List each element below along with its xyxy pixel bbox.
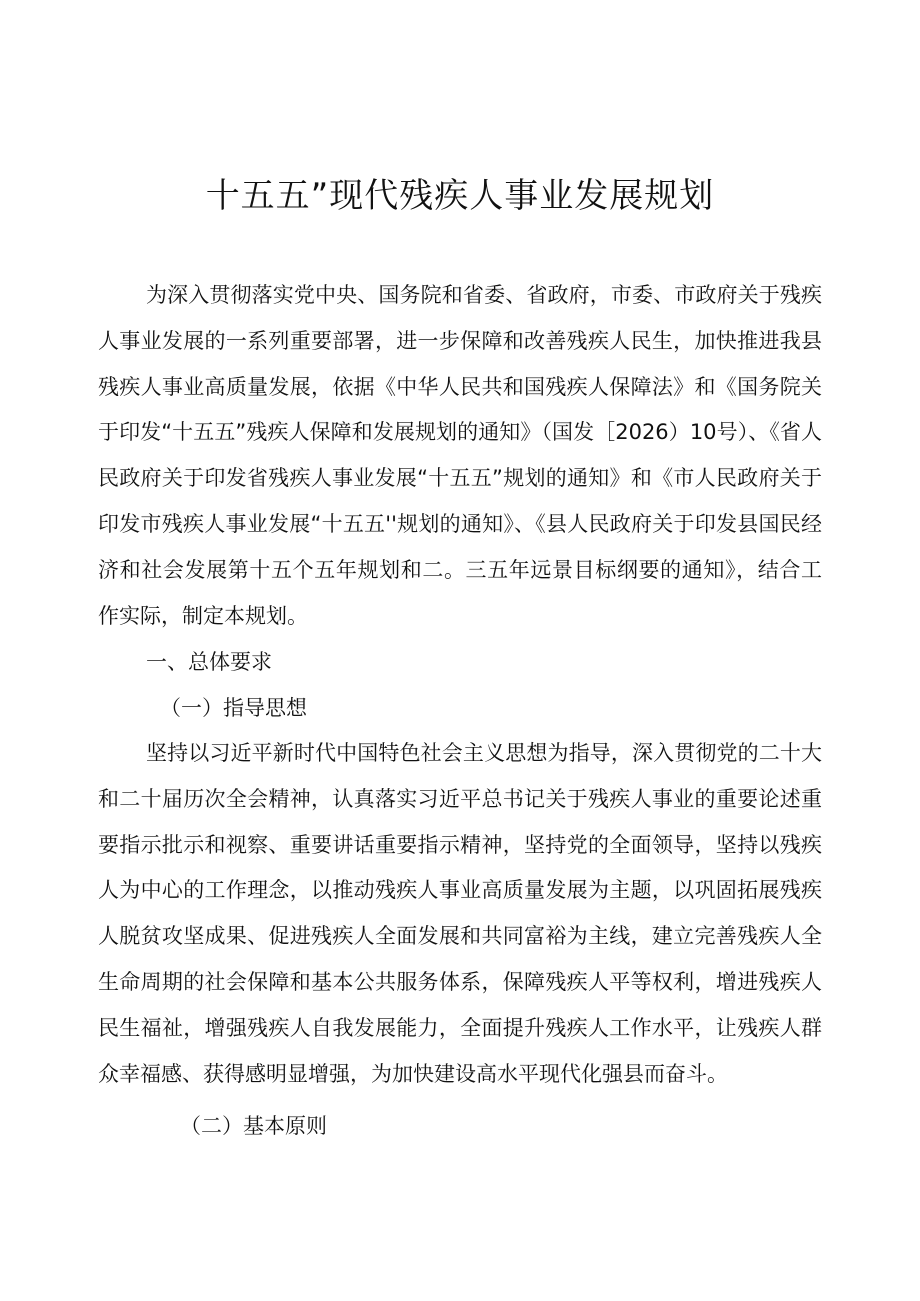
subsection-heading-basic-principles: （二）基本原则: [180, 1114, 327, 1138]
intro-paragraph: 为深入贯彻落实党中央、国务院和省委、省政府，市委、市政府关于残疾人事业发展的一系列重要部署，进一步保障和改善残疾人民生，加快推进我县残疾人事业高质量发展，依据《中华人民共和国残疾人保障法》和《国务院关于印发“十五五”残疾人保障和发展规划的通知》（国发［2026）10号）、《省人民政府关于印发省残疾人事业发展“十五五”规划的通知》和《市人民政府关于印发市残疾人事业发展“十五五''规划的通知》、《县人民政府关于印发县国民经济和社会发展第十五个五年规划和二。三五年远景目标纲要的通知》，结合工作实际，制定本规划。: [98, 283, 822, 628]
guiding-ideology-paragraph: 坚持以习近平新时代中国特色社会主义思想为指导，深入贯彻党的二十大和二十届历次全会精神，认真落实习近平总书记关于残疾人事业的重要论述重要指示批示和视察、重要讲话重要指示精神，坚持党的全面领导，坚持以残疾人为中心的工作理念，以推动残疾人事业高质量发展为主题，以巩固拓展残疾人脱贫攻坚成果、促进残疾人全面发展和共同富裕为主线，建立完善残疾人全生命周期的社会保障和基本公共服务体系，保障残疾人平等权利，增进残疾人民生福祉，增强残疾人自我发展能力，全面提升残疾人工作水平，让残疾人群众幸福感、获得感明显增强，为加快建设高水平现代化强县而奋斗。: [98, 741, 822, 1086]
subsection-heading-guiding-ideology: （一）指导思想: [160, 696, 307, 720]
section-heading-general-requirements: 一、总体要求: [146, 650, 272, 674]
document-title: 十五五”现代残疾人事业发展规划: [205, 176, 715, 216]
